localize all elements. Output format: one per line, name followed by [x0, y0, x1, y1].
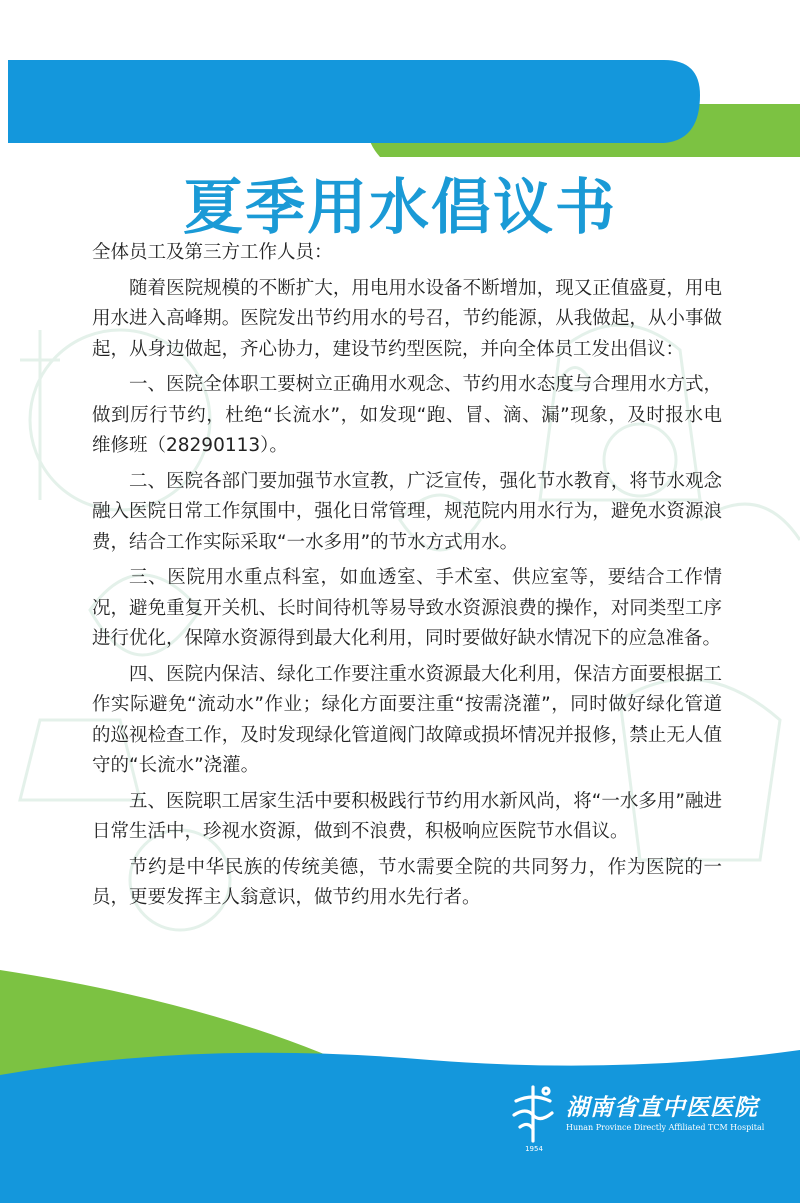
top-blue-band [8, 60, 700, 143]
page-title: 夏季用水倡议书 [183, 173, 617, 243]
paragraph-closing: 节约是中华民族的传统美德，节水需要全院的共同努力，作为医院的一员，更要发挥主人翁意识，做节约用水先行者。 [92, 856, 722, 908]
paragraph-item-2: 二、医院各部门要加强节水宣教，广泛宣传，强化节水教育，将节水观念融入医院日常工作氛围中，强化日常管理，规范院内用水行为，避免水资源浪费，结合工作实际采取“一水多用”的节水方式用水。 [92, 470, 722, 553]
hospital-name-cn: 湖南省直中医医院 [566, 1095, 758, 1121]
hospital-logo [508, 1083, 768, 1163]
paragraph-item-3: 三、医院用水重点科室，如血透室、手术室、供应室等，要结合工作情况，避免重复开关机、长时间待机等易导致水资源浪费的操作，对同类型工序进行优化，保障水资源得到最大化利用，同时要做好缺水情况下的应急准备。 [92, 567, 722, 649]
paragraph-item-4: 四、医院内保洁、绿化工作要注重水资源最大化利用，保洁方面要根据工作实际避免“流动水”作业；绿化方面要注重“按需浇灌”，同时做好绿化管道的巡视检查工作，及时发现绿化管道阀门故障或损坏情况并报修，禁止无人值守的“长流水”浇灌。 [92, 663, 722, 776]
paragraph-item-1: 一、医院全体职工要树立正确用水观念、节约用水态度与合理用水方式，做到厉行节约，杜绝“长流水”，如发现“跑、冒、滴、漏”现象，及时报水电维修班（28290113）。 [92, 374, 722, 456]
paragraph-item-5: 五、医院职工居家生活中要积极践行节约用水新风尚，将“一水多用”融进日常生活中，珍视水资源，做到不浪费，积极响应医院节水倡议。 [92, 790, 722, 842]
logo-year: 1954 [525, 1145, 543, 1153]
hospital-name-en: Hunan Province Directly Affiliated TCM Hospital [566, 1123, 765, 1132]
salutation: 全体员工及第三方工作人员： [92, 242, 333, 263]
hospital-emblem-icon [508, 1083, 558, 1145]
paragraph-intro: 随着医院规模的不断扩大，用电用水设备不断增加，现又正值盛夏，用电用水进入高峰期。医院发出节约用水的号召，节约能源，从我做起，从小事做起，从身边做起，齐心协力，建设节约型医院，并向全体员工发出倡议： [92, 277, 722, 360]
proposal-body [92, 238, 722, 919]
